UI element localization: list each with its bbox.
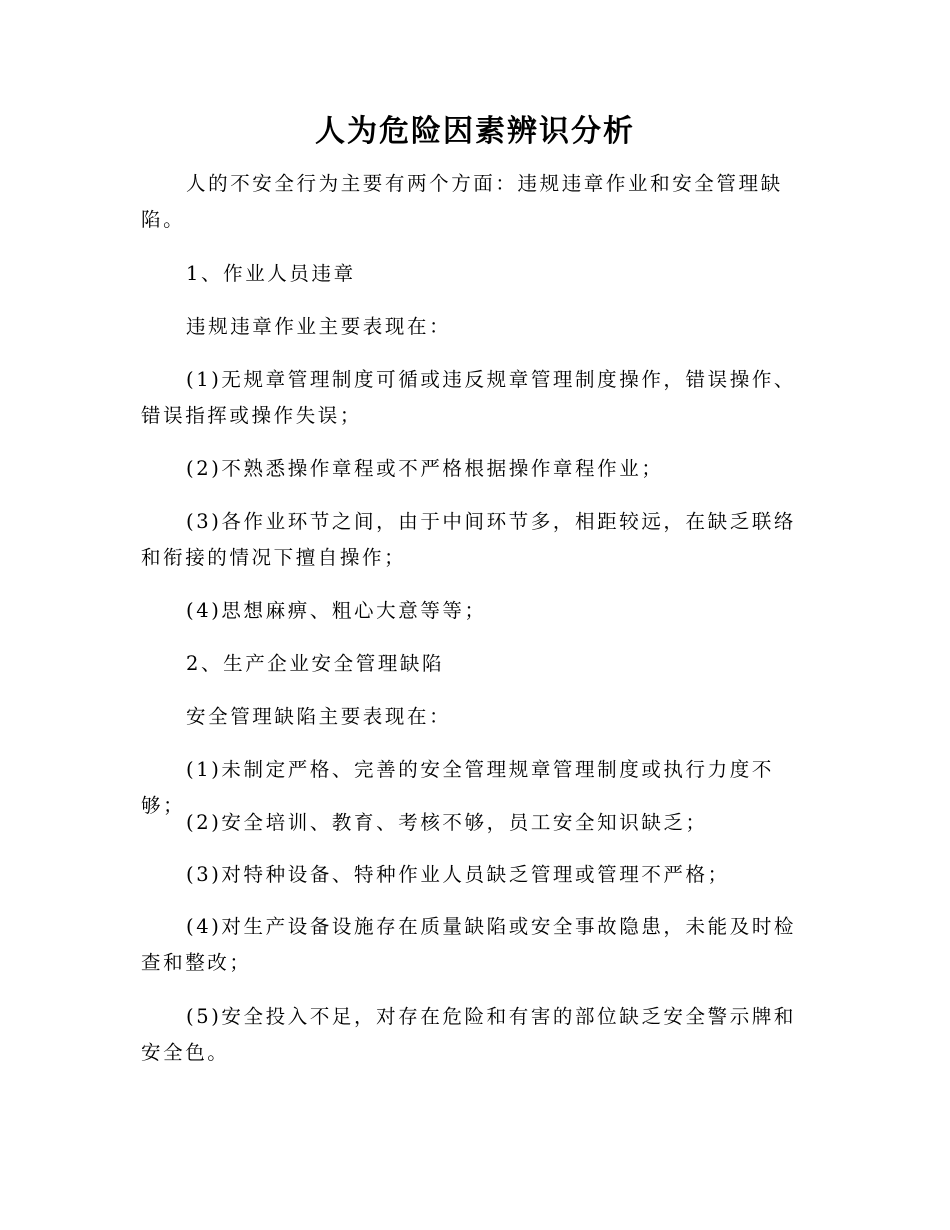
section-2-item-3: (3)对特种设备、特种作业人员缺乏管理或管理不严格； — [186, 863, 730, 886]
section-1-item-4: (4)思想麻痹、粗心大意等等； — [186, 599, 487, 622]
section-1-item-3: (3)各作业环节之间，由于中间环节多，相距较远，在缺乏联络和衔接的情况下擅自操作； — [141, 510, 797, 569]
section-2-item-4: (4)对生产设备设施存在质量缺陷或安全事故隐患，未能及时检查和整改； — [141, 915, 797, 974]
intro-paragraph: 人的不安全行为主要有两个方面：违规违章作业和安全管理缺陷。 — [141, 172, 783, 231]
section-1-lead: 违规违章作业主要表现在： — [186, 315, 452, 338]
section-2-lead: 安全管理缺陷主要表现在： — [186, 705, 452, 728]
section-2-item-5: (5)安全投入不足，对存在危险和有害的部位缺乏安全警示牌和安全色。 — [141, 1005, 797, 1064]
section-1-item-2: (2)不熟悉操作章程或不严格根据操作章程作业； — [186, 457, 664, 480]
section-heading-2: 2、生产企业安全管理缺陷 — [186, 652, 445, 675]
section-heading-1: 1、作业人员违章 — [186, 262, 356, 285]
section-2-item-2: (2)安全培训、教育、考核不够，员工安全知识缺乏； — [186, 811, 708, 834]
section-2-item-1: (1)未制定严格、完善的安全管理规章管理制度或执行力度不够； — [141, 758, 774, 817]
document-title: 人为危险因素辨识分析 — [315, 114, 635, 149]
section-1-item-1: (1)无规章管理制度可循或违反规章管理制度操作，错误操作、错误指挥或操作失误； — [141, 368, 797, 427]
